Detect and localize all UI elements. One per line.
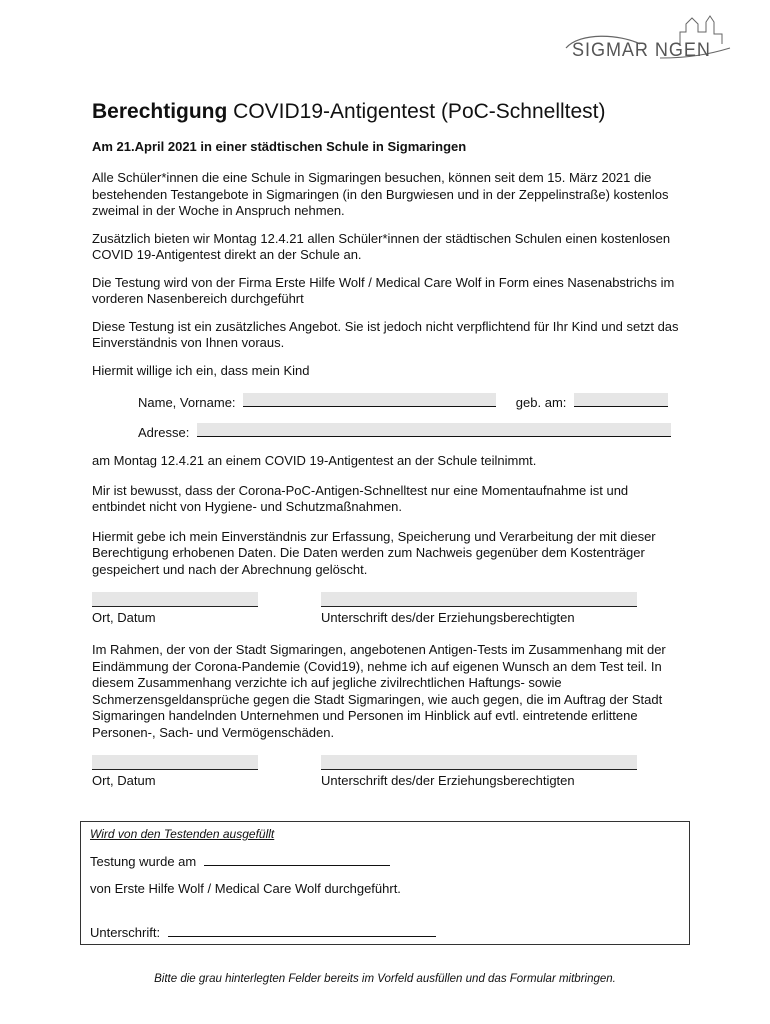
paragraph-testing-offers: Alle Schüler*innen die eine Schule in Sigmaringen besuchen, können seit dem 15. März 2021 die bestehenden Testangebote in Sigmaringen (in den Burgwiesen und in der Zeppelinstraße) kostenlos zweimal in der Woche in Anspruch nehmen. xyxy=(92,170,669,218)
sigmaringen-logo xyxy=(560,14,732,66)
address-input[interactable] xyxy=(197,423,671,437)
address-label: Adresse: xyxy=(138,425,190,440)
paragraph-school-test: Zusätzlich bieten wir Montag 12.4.21 allen Schüler*innen der städtischen Schulen einen kostenlosen COVID 19-Antigentest direkt an der Schule an. xyxy=(92,230,671,262)
guardian-signature-label-2: Unterschrift des/der Erziehungsberechtigten xyxy=(321,773,575,788)
guardian-signature-field-2[interactable] xyxy=(321,755,637,770)
test-date-row xyxy=(90,853,390,869)
performed-by-text: von Erste Hilfe Wolf / Medical Care Wolf durchgeführt. xyxy=(90,881,401,896)
place-date-field-2[interactable] xyxy=(92,755,258,770)
place-date-label-1: Ort, Datum xyxy=(92,610,156,625)
place-date-field-1[interactable] xyxy=(92,592,258,607)
paragraph-data-consent: Hiermit gebe ich mein Einverständnis zur Erfassung, Speicherung und Verarbeitung der mit dieser Berechtigung erhobenen Daten. Die Daten werden zum Nachweis gegenüber dem Kostenträger gespeichert und nach der Abrechnung gelöscht. xyxy=(92,528,656,577)
form-content xyxy=(92,100,682,805)
title-rest: COVID19-Antigentest (PoC-Schnelltest) xyxy=(227,100,606,123)
footer-note: Bitte die grau hinterlegten Felder bereits im Vorfeld ausfüllen und das Formular mitbringen. xyxy=(154,973,616,985)
guardian-signature-field-1[interactable] xyxy=(321,592,637,607)
paragraph-liability-waiver: Im Rahmen, der von der Stadt Sigmaringen, angebotenen Antigen-Tests im Zusammenhang mit der Eindämmung der Corona-Pandemie (Covid19), nehme ich auf eigenen Wunsch an dem Test teil. In diesem Zusammenhang verzichte ich auf jegliche zivilrechtlichen Haftungs- sowie Schmerzensgeldansprüche gegen die Stadt Sigmaringen, wie auch gegen, die im Auftrag der Stadt Sigmaringen handelnden Unternehmen und Personen im Hinblick auf evtl. eintretende erlittene Personen-, Sach- und Vermögenschäden. xyxy=(92,642,666,740)
signature-block-1 xyxy=(92,592,682,626)
subtitle: Am 21.April 2021 in einer städtischen Schule in Sigmaringen xyxy=(92,139,467,154)
tester-box-title: Wird von den Testenden ausgefüllt xyxy=(90,827,275,841)
paragraph-participation: am Montag 12.4.21 an einem COVID 19-Antigentest an der Schule teilnimmt. xyxy=(92,453,537,468)
tester-signature-label: Unterschrift: xyxy=(90,925,161,940)
name-birth-row xyxy=(138,393,682,409)
paragraph-awareness: Mir ist bewusst, dass der Corona-PoC-Antigen-Schnelltest nur eine Momentaufnahme ist und entbindet nicht von Hygiene- und Schutzmaßnahmen. xyxy=(92,482,629,514)
guardian-signature-label-1: Unterschrift des/der Erziehungsberechtigten xyxy=(321,610,575,625)
logo-text: SIGMAR NGEN xyxy=(572,40,711,61)
tester-box xyxy=(80,821,690,945)
tester-signature-row xyxy=(90,924,436,940)
place-date-label-2: Ort, Datum xyxy=(92,773,156,788)
signature-block-2 xyxy=(92,755,682,789)
birth-date-label: geb. am: xyxy=(515,395,567,410)
address-row xyxy=(138,423,682,439)
tester-signature-input[interactable] xyxy=(168,924,436,937)
paragraph-consent-intro: Hiermit willige ich ein, dass mein Kind xyxy=(92,362,310,378)
test-date-input[interactable] xyxy=(204,853,390,866)
name-input[interactable] xyxy=(243,393,496,407)
title-bold: Berechtigung xyxy=(92,100,228,123)
paragraph-voluntary: Diese Testung ist ein zusätzliches Angebot. Sie ist jedoch nicht verpflichtend für Ihr Kind und setzt das Einverständnis von Ihnen voraus. xyxy=(92,318,679,350)
page-title xyxy=(92,100,682,124)
birth-date-input[interactable] xyxy=(574,393,668,407)
paragraph-provider: Die Testung wird von der Firma Erste Hilfe Wolf / Medical Care Wolf in Form eines Nasenabstrichs im vorderen Nasenbereich durchgeführt xyxy=(92,274,675,306)
test-date-label: Testung wurde am xyxy=(90,854,197,869)
name-label: Name, Vorname: xyxy=(138,395,236,410)
